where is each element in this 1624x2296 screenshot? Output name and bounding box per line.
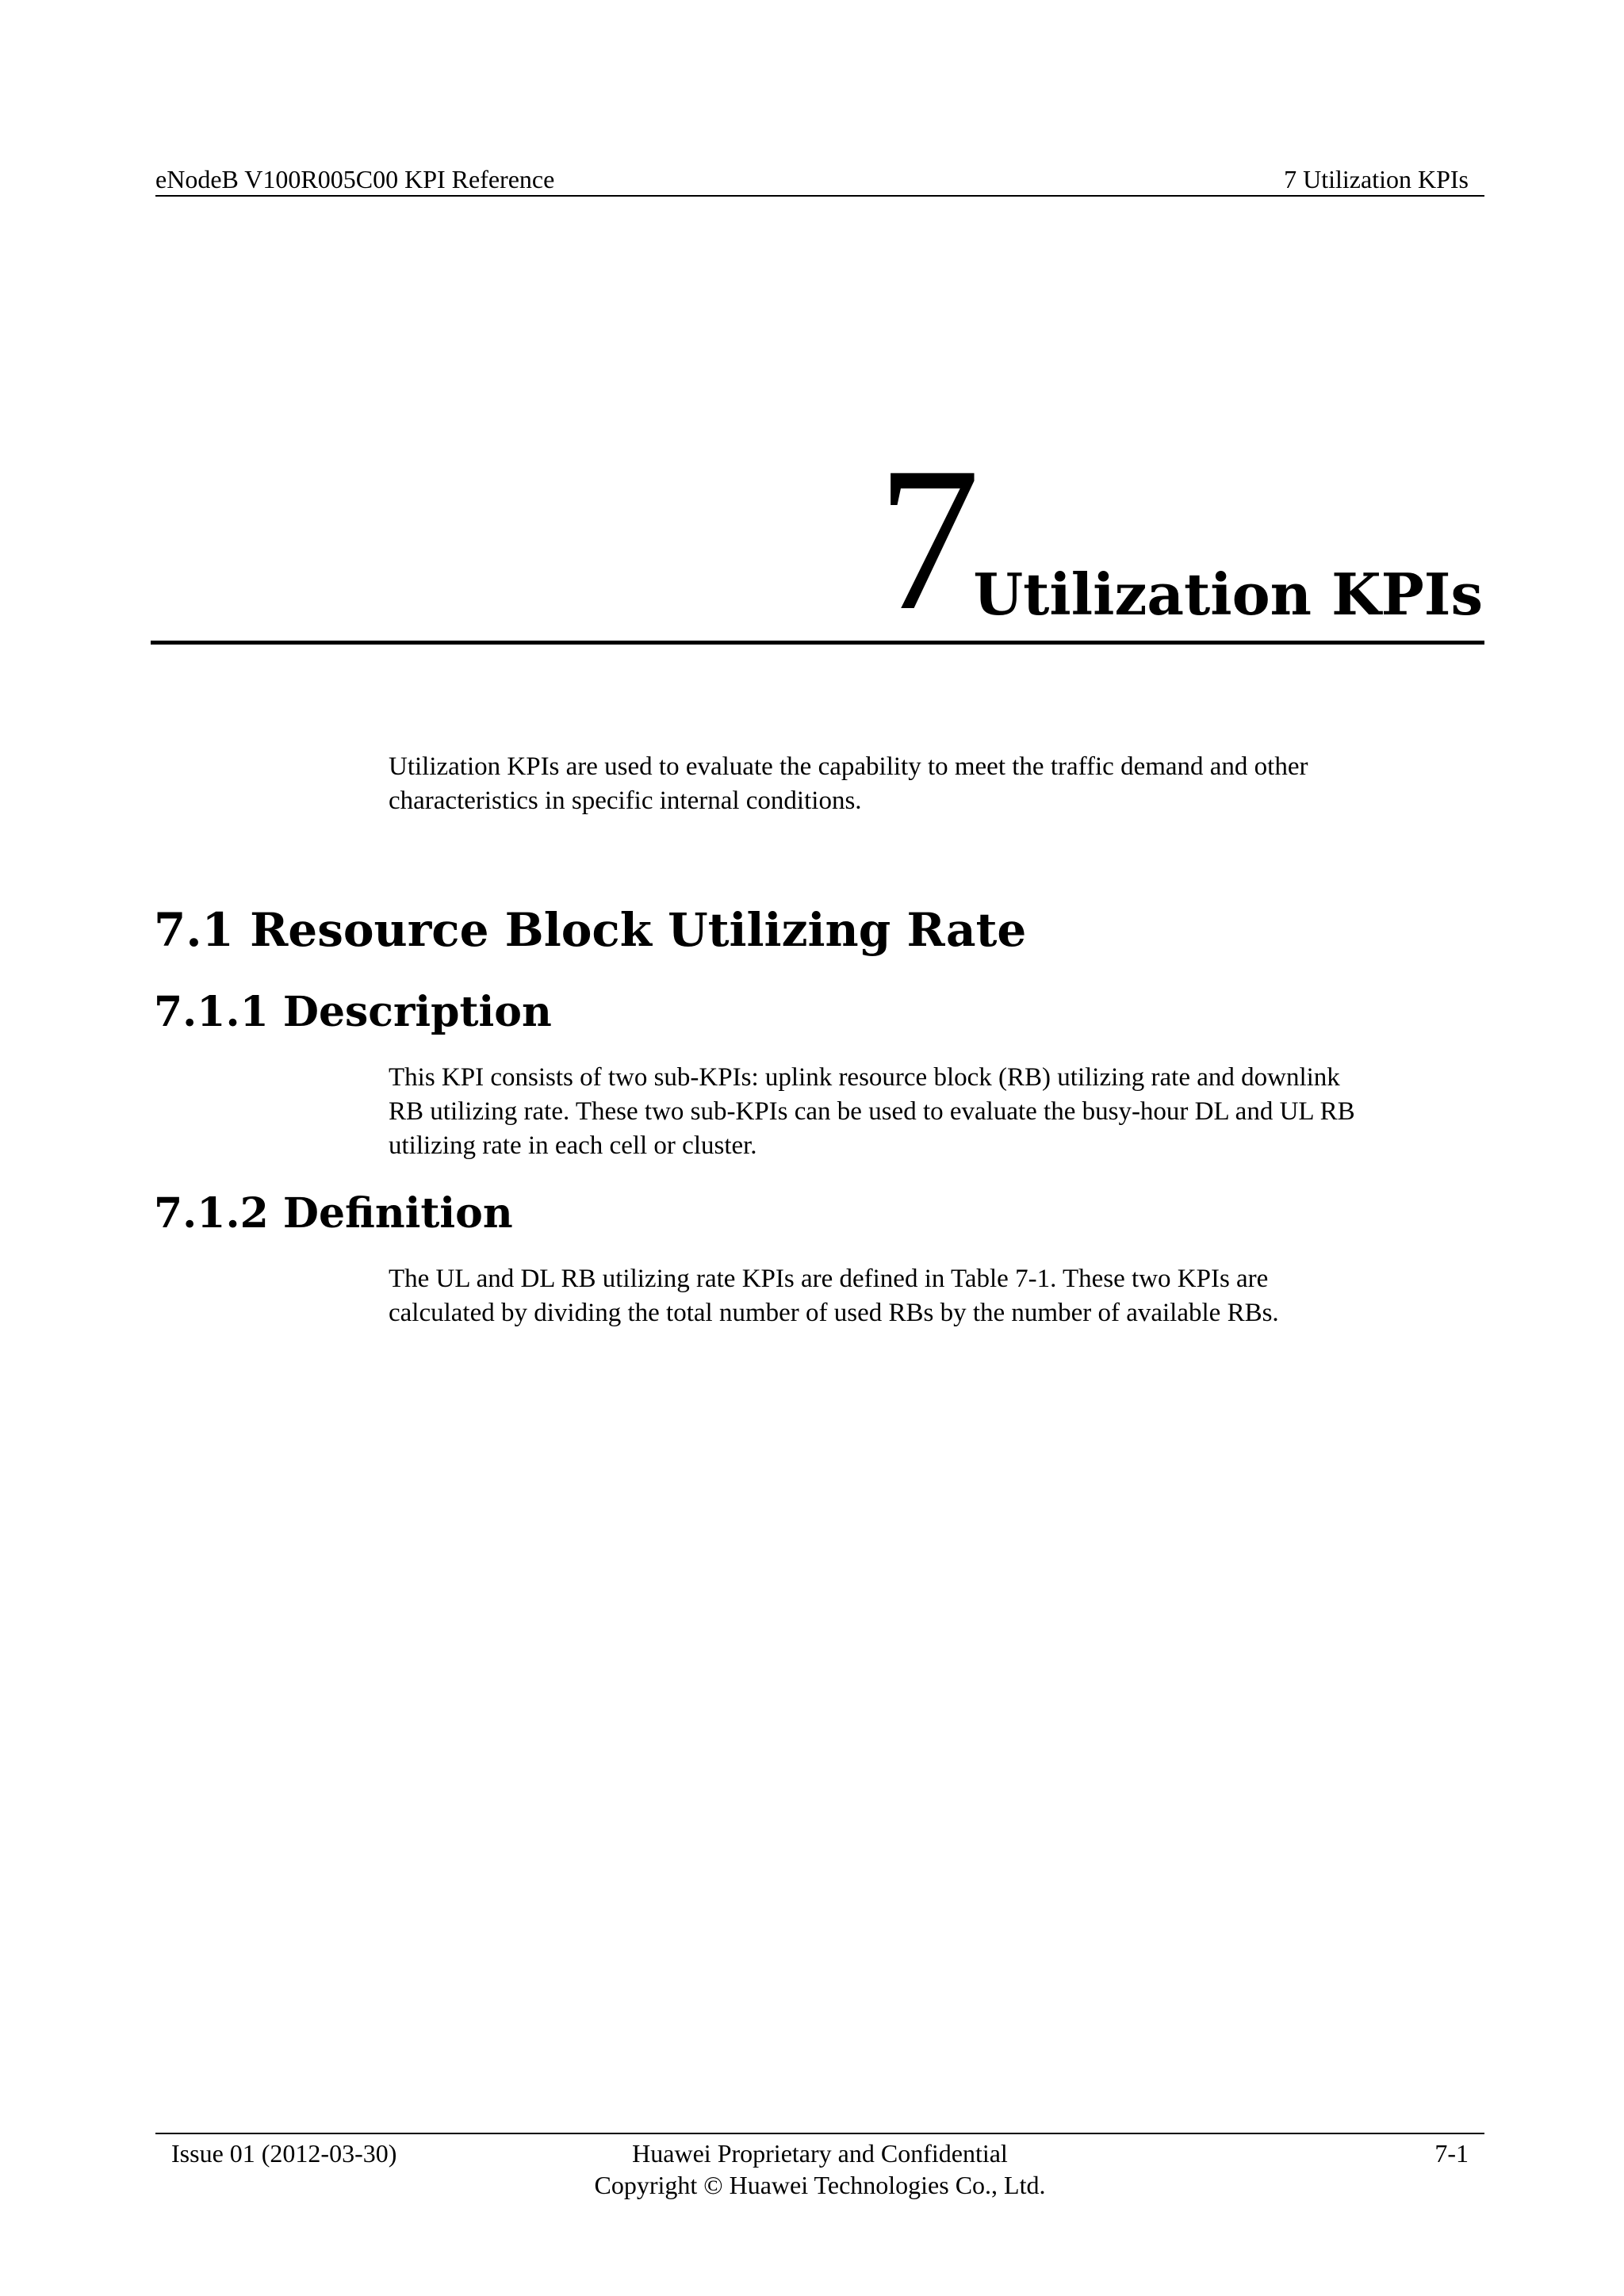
definition-paragraph xyxy=(389,1262,1483,1330)
page-footer xyxy=(155,2133,1484,2214)
description-line: RB utilizing rate. These two sub-KPIs can be used to evaluate the busy-hour DL and UL RB xyxy=(389,1097,1355,1126)
definition-line: The UL and DL RB utilizing rate KPIs are defined in Table 7-1. These two KPIs are xyxy=(389,1265,1269,1293)
chapter-title: Utilization KPIs xyxy=(973,561,1483,628)
description-paragraph xyxy=(389,1061,1483,1163)
section-heading-7-1-1: 7.1.1 Description xyxy=(154,988,552,1036)
section-heading-7-1: 7.1 Resource Block Utilizing Rate xyxy=(154,903,1027,957)
header-chapter-title: 7 Utilization KPIs xyxy=(1284,165,1469,193)
intro-line: characteristics in specific internal conditions. xyxy=(389,786,862,815)
section-heading-7-1-2: 7.1.2 Definition xyxy=(154,1189,513,1238)
description-line: utilizing rate in each cell or cluster. xyxy=(389,1131,757,1160)
footer-page-number: 7-1 xyxy=(1434,2139,1469,2168)
page-header xyxy=(155,163,1484,197)
footer-copyright: Copyright © Huawei Technologies Co., Ltd. xyxy=(594,2171,1046,2199)
intro-line: Utilization KPIs are used to evaluate the capability to meet the traffic demand and other xyxy=(389,752,1308,781)
footer-center xyxy=(155,2137,1484,2201)
intro-paragraph xyxy=(389,750,1483,818)
description-line: This KPI consists of two sub-KPIs: uplink resource block (RB) utilizing rate and downlink xyxy=(389,1063,1340,1092)
definition-line: calculated by dividing the total number of used RBs by the number of available RBs. xyxy=(389,1299,1279,1327)
footer-proprietary: Huawei Proprietary and Confidential xyxy=(632,2139,1008,2168)
chapter-title-block xyxy=(151,425,1484,653)
footer-issue: Issue 01 (2012-03-30) xyxy=(171,2139,397,2168)
header-document-title: eNodeB V100R005C00 KPI Reference xyxy=(155,165,555,193)
chapter-number: 7 xyxy=(877,425,980,653)
